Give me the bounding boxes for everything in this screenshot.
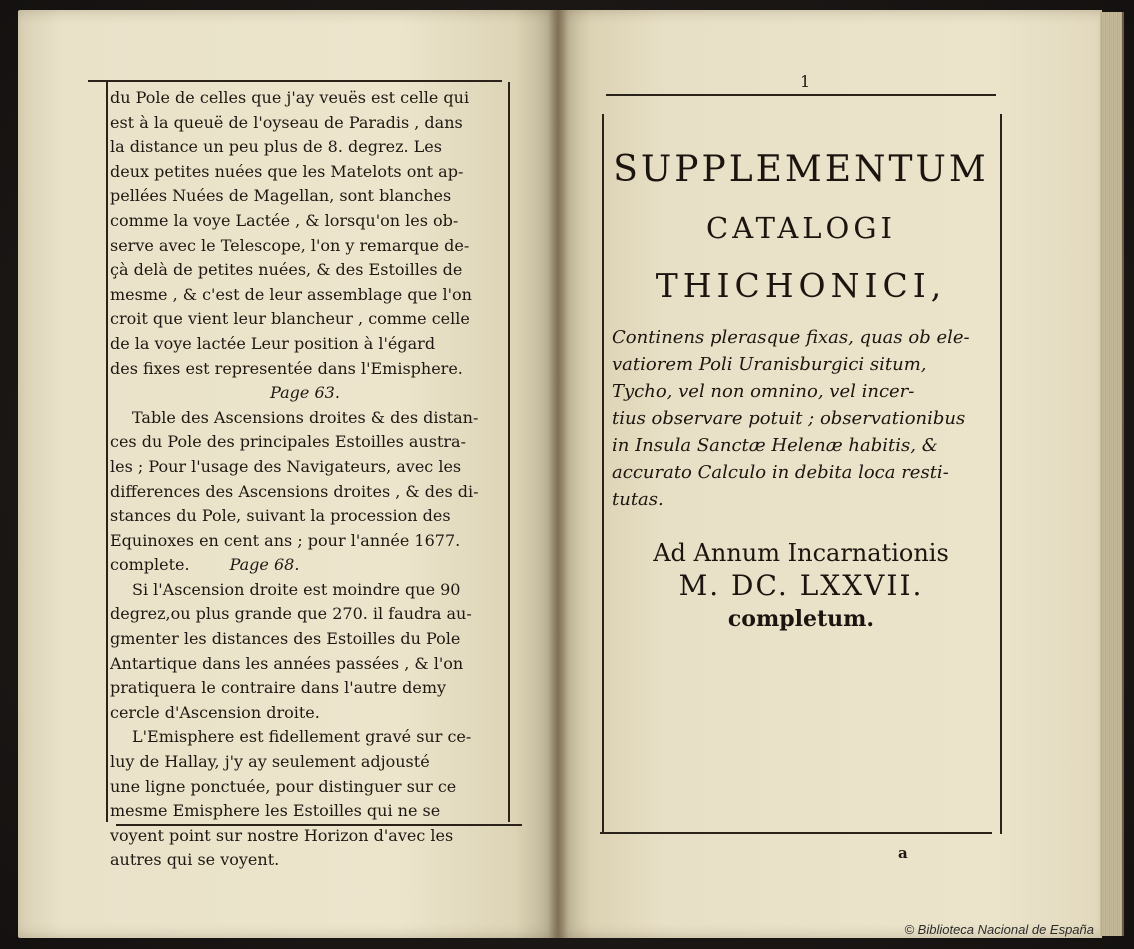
text-line: luy de Hallay, j'y ay seulement adjousté <box>110 752 430 772</box>
desc-line: Tycho, vel non omnino, vel incer- <box>612 381 915 402</box>
completum-line: completum. <box>727 606 875 632</box>
page-fore-edge <box>1100 12 1124 936</box>
text-line: Si l'Ascension droite est moindre que 90 <box>132 579 461 599</box>
text-line: Antartique dans les années passées , & l'on <box>110 653 464 673</box>
text-line: gmenter les distances des Estoilles du Pole <box>110 629 461 649</box>
left-page-text <box>110 86 500 873</box>
book-gutter <box>548 10 568 938</box>
text-line: autres qui se voyent. <box>110 850 280 870</box>
page-reference: Page 63. <box>270 383 340 403</box>
text-line: une ligne ponctuée, pour distinguer sur ce <box>110 776 457 796</box>
text-line: est à la queuë de l'oyseau de Paradis , dans <box>110 112 463 132</box>
text-line: de la voye lactée Leur position à l'égard <box>110 333 436 353</box>
page-reference: Page 68. <box>229 555 300 575</box>
ad-annum-line: Ad Annum Incarnationis <box>653 539 949 567</box>
desc-line: in Insula Sanctæ Helenæ habitis, & <box>612 435 938 456</box>
text-line: croit que vient leur blancheur , comme celle <box>110 309 470 329</box>
desc-line: accurato Calculo in debita loca resti- <box>612 462 949 483</box>
text-line: çà delà de petites nuées, & des Estoilles de <box>110 260 463 280</box>
text-line <box>110 553 500 578</box>
text-line: differences des Ascensions droites , & des di- <box>110 481 479 501</box>
signature-mark: a <box>898 844 908 862</box>
desc-line: tutas. <box>612 489 664 510</box>
copyright-notice: © Biblioteca Nacional de España <box>904 922 1094 937</box>
desc-line: Continens plerasque fixas, quas ob ele- <box>612 327 970 348</box>
complete-word: complete. <box>110 555 190 575</box>
text-line: du Pole de celles que j'ay veuës est celle qui <box>110 88 470 107</box>
text-line: Table des Ascensions droites & des distan- <box>132 407 479 427</box>
text-line: cercle d'Ascension droite. <box>110 702 320 722</box>
text-line: serve avec le Telescope, l'on y remarque de- <box>110 235 470 255</box>
text-line: la distance un peu plus de 8. degrez. Les <box>110 137 442 157</box>
text-line: les ; Pour l'usage des Navigateurs, avec les <box>110 456 462 476</box>
right-bottom-rule <box>600 832 992 834</box>
title-description <box>608 324 994 513</box>
text-line: deux petites nuées que les Matelots ont ap- <box>110 161 464 181</box>
text-line: des fixes est representée dans l'Emisphere. <box>110 358 463 378</box>
text-line: pellées Nuées de Magellan, sont blanches <box>110 186 452 206</box>
title-line-3: THICHONICI, <box>655 266 947 305</box>
title-line-2: CATALOGI <box>706 211 896 245</box>
title-page-content <box>608 140 994 635</box>
text-line: mesme Emisphere les Estoilles qui ne se <box>110 801 441 821</box>
text-line: L'Emisphere est fidellement gravé sur ce- <box>132 727 472 747</box>
text-line: pratiquera le contraire dans l'autre demy <box>110 678 447 698</box>
text-line: Equinoxes en cent ans ; pour l'année 1677. <box>110 530 461 550</box>
title-line-1: SUPPLEMENTUM <box>613 149 989 190</box>
text-line: ces du Pole des principales Estoilles austra- <box>110 432 466 452</box>
right-top-rule <box>606 94 996 96</box>
text-line: voyent point sur nostre Horizon d'avec les <box>110 825 454 845</box>
page-number: 1 <box>800 72 811 91</box>
desc-line: vatiorem Poli Uranisburgici situm, <box>612 354 927 375</box>
year-line: M. DC. LXXVII. <box>678 569 924 602</box>
text-line: mesme , & c'est de leur assemblage que l'on <box>110 284 472 304</box>
text-line: comme la voye Lactée , & lorsqu'on les ob- <box>110 210 459 230</box>
text-line: degrez,ou plus grande que 270. il faudra au- <box>110 604 472 624</box>
desc-line: tius observare potuit ; observationibus <box>612 408 966 429</box>
text-line: stances du Pole, suivant la procession des <box>110 506 451 526</box>
